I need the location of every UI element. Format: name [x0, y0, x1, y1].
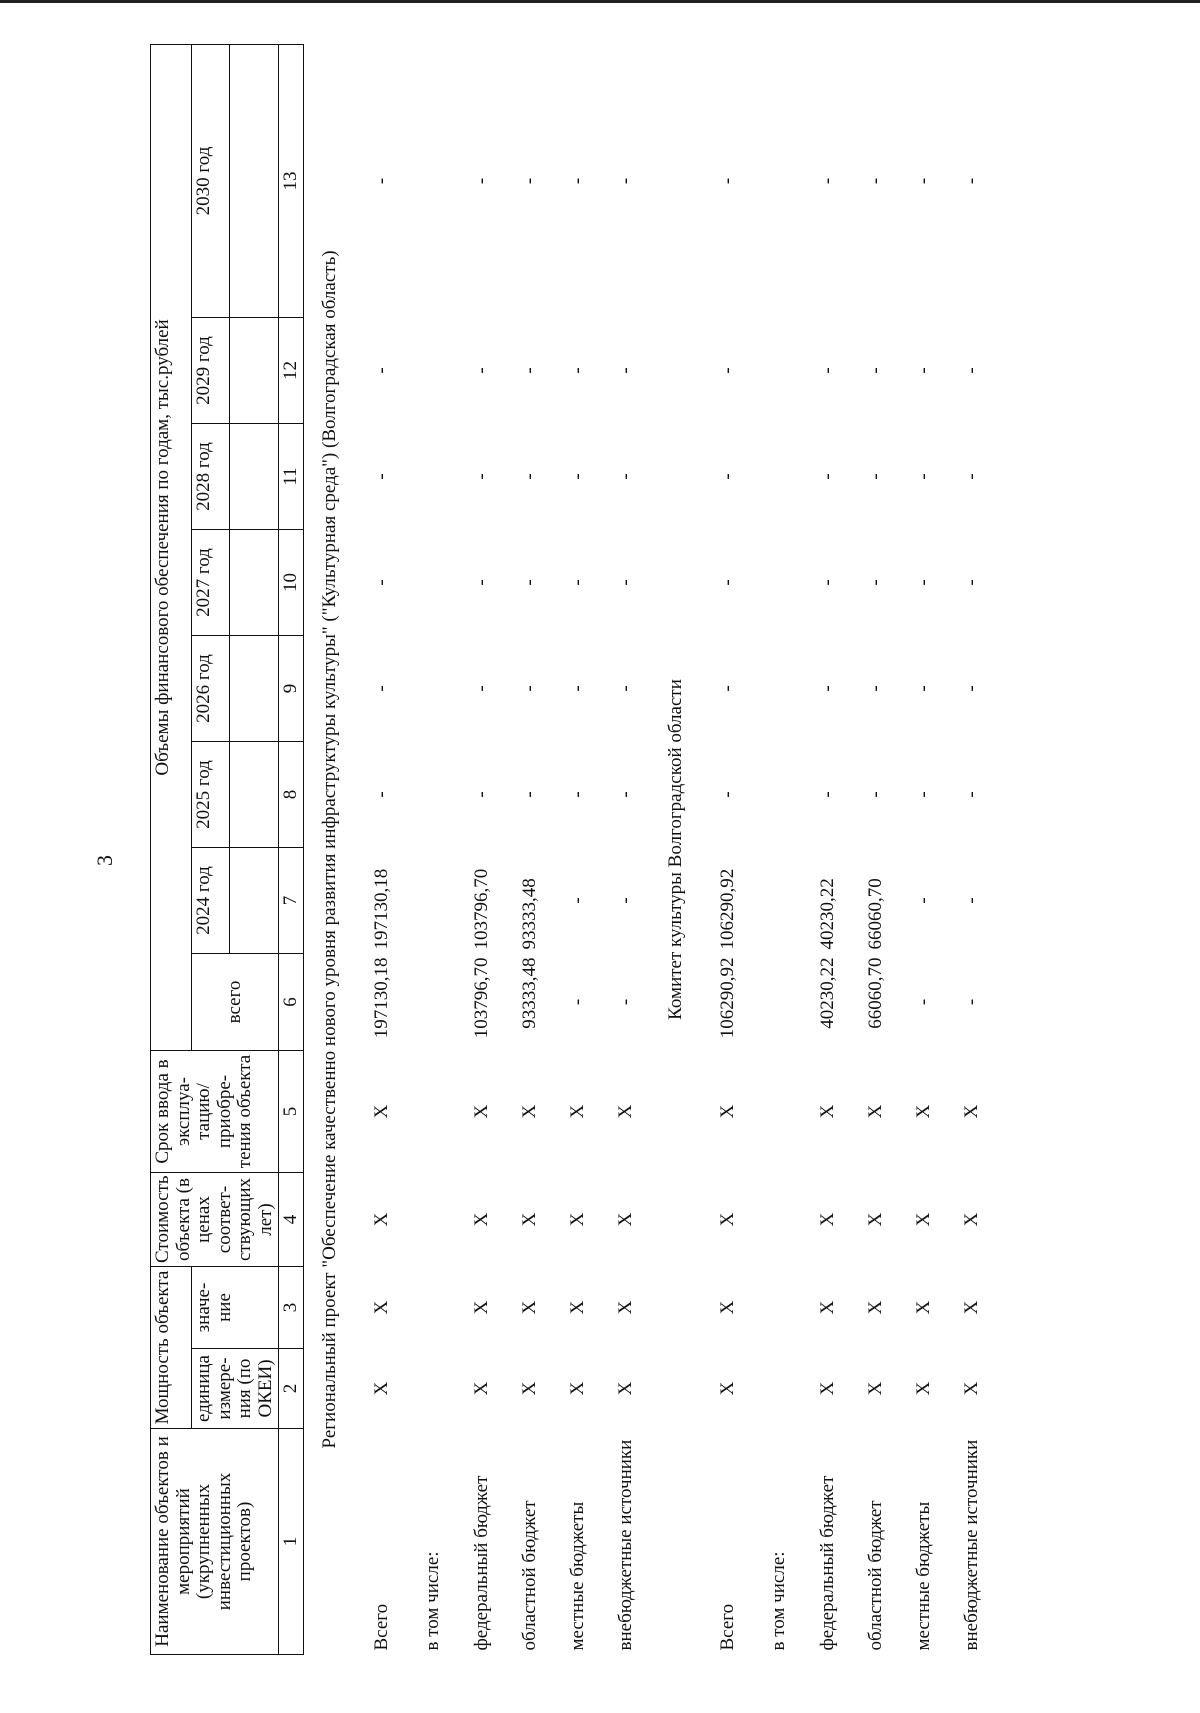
cell: X [816, 1104, 838, 1119]
column-number: 4 [279, 1173, 304, 1267]
cell-2030: - [864, 177, 886, 185]
section-title: Комитет культуры Волгоградской области [664, 679, 686, 1020]
cell-2027: - [716, 579, 738, 586]
cell-2029: - [960, 367, 982, 374]
cell-2029: - [912, 367, 934, 374]
header-year: 2024 год [192, 848, 230, 954]
column-number: 8 [279, 742, 304, 848]
cell-2029: - [614, 367, 636, 374]
cell-2024: 106290,92 [716, 868, 738, 950]
cell: X [518, 1300, 540, 1315]
column-number: 12 [279, 318, 304, 424]
cell-2027: - [566, 579, 588, 586]
cell-2027: - [816, 579, 838, 586]
cell: X [716, 1300, 738, 1315]
header-year-spacer [230, 742, 279, 848]
cell-2026: - [566, 685, 588, 692]
row-label: внебюджетные источники [960, 1439, 982, 1651]
table-row [554, 44, 602, 1654]
cell-2028: - [816, 473, 838, 480]
cell-2024: 40230,22 [816, 878, 838, 950]
cell-2030: - [960, 177, 982, 185]
cell: X [370, 1300, 392, 1315]
row-label: местные бюджеты [912, 1501, 934, 1651]
cell-2028: - [518, 473, 540, 480]
cell-2026: - [816, 685, 838, 692]
sub-label-row [408, 44, 458, 1654]
cell-2030: - [518, 177, 540, 185]
cell-total: 66060,70 [864, 957, 886, 1029]
cell: X [816, 1381, 838, 1396]
header-year: 2026 год [192, 636, 230, 742]
cell-2025: - [716, 791, 738, 798]
cell-2024: - [912, 897, 934, 904]
cell: X [566, 1212, 588, 1227]
column-numbers-row [279, 44, 304, 1654]
cell: X [716, 1381, 738, 1396]
cell-2028: - [614, 473, 636, 480]
cell: X [370, 1212, 392, 1227]
cell-2026: - [518, 685, 540, 692]
cell: X [614, 1104, 636, 1119]
budget-table [150, 44, 996, 1655]
cell-2028: - [960, 473, 982, 480]
table-row [702, 44, 754, 1654]
cell: X [960, 1104, 982, 1119]
header-year-spacer [230, 848, 279, 954]
sub-label-row [754, 44, 804, 1654]
cell-2027: - [518, 579, 540, 586]
header-name: Наименование объектов и мероприятий (укрупненных инвестиционных проектов) [151, 1429, 279, 1655]
sub-label: в том числе: [767, 1551, 789, 1651]
cell-2024: 93333,48 [518, 878, 540, 950]
cell-2026: - [864, 685, 886, 692]
table-row [804, 44, 852, 1654]
cell-2027: - [370, 579, 392, 586]
cell-2024: - [566, 897, 588, 904]
header-value: значе-ние [192, 1267, 279, 1349]
cell-total: 197130,18 [370, 957, 392, 1039]
table-row [356, 44, 408, 1654]
section-title: Региональный проект "Обеспечение качественно нового уровня развития инфраструктуры культуры" ("Культурная среда") (Волгоградская область) [318, 250, 340, 1449]
cell-2025: - [960, 791, 982, 798]
table-row [602, 44, 650, 1654]
header-year: 2027 год [192, 530, 230, 636]
column-number: 1 [279, 1429, 304, 1655]
cell: X [960, 1381, 982, 1396]
rotated-page-content [150, 45, 1190, 1655]
cell-2025: - [864, 791, 886, 798]
table-row [948, 44, 996, 1654]
header-total: всего [192, 954, 279, 1051]
cell-2027: - [864, 579, 886, 586]
table-header [151, 44, 304, 1654]
cell: X [912, 1104, 934, 1119]
cell-2027: - [912, 579, 934, 586]
row-label: внебюджетные источники [614, 1439, 636, 1651]
cell: X [518, 1212, 540, 1227]
column-number: 9 [279, 636, 304, 742]
cell-total: 93333,48 [518, 957, 540, 1029]
cell-2027: - [614, 579, 636, 586]
cell-2029: - [470, 367, 492, 374]
cell-2026: - [470, 685, 492, 692]
cell-2028: - [864, 473, 886, 480]
cell-2025: - [518, 791, 540, 798]
cell: X [816, 1300, 838, 1315]
row-label: Всего [716, 1603, 738, 1651]
cell-2030: - [470, 177, 492, 185]
column-number: 13 [279, 44, 304, 317]
cell-2026: - [370, 685, 392, 692]
cell: X [614, 1300, 636, 1315]
cell-total: 103796,70 [470, 957, 492, 1039]
cell: X [518, 1381, 540, 1396]
header-year-spacer [230, 530, 279, 636]
cell: X [566, 1104, 588, 1119]
header-term: Срок ввода в эксплуа-тацию/ приобре-тения объекта [151, 1051, 279, 1173]
cell-2024: 66060,70 [864, 878, 886, 950]
cell-2028: - [370, 473, 392, 480]
column-number: 3 [279, 1267, 304, 1349]
cell-2030: - [614, 177, 636, 185]
cell: X [518, 1104, 540, 1119]
header-cost: Стоимость объекта (в ценах соответ-ствующих лет) [151, 1173, 279, 1267]
cell-2029: - [716, 367, 738, 374]
header-year-spacer [230, 636, 279, 742]
cell: X [566, 1381, 588, 1396]
cell: X [370, 1104, 392, 1119]
header-year-spacer [230, 44, 279, 317]
row-label: федеральный бюджет [470, 1475, 492, 1651]
cell-total: 106290,92 [716, 957, 738, 1039]
row-label: областной бюджет [518, 1500, 540, 1651]
cell: X [864, 1104, 886, 1119]
cell-2028: - [912, 473, 934, 480]
cell: X [614, 1212, 636, 1227]
cell-2027: - [960, 579, 982, 586]
header-year: 2030 год [192, 44, 230, 317]
column-number: 2 [279, 1349, 304, 1429]
cell-2025: - [470, 791, 492, 798]
header-year-spacer [230, 318, 279, 424]
cell-total: - [566, 998, 588, 1006]
cell-2025: - [816, 791, 838, 798]
cell-total: 40230,22 [816, 957, 838, 1029]
column-number: 11 [279, 424, 304, 530]
row-label: федеральный бюджет [816, 1475, 838, 1651]
header-year: 2028 год [192, 424, 230, 530]
cell: X [912, 1212, 934, 1227]
table-body [304, 44, 997, 1654]
cell-2028: - [566, 473, 588, 480]
cell: X [864, 1381, 886, 1396]
row-label: местные бюджеты [566, 1501, 588, 1651]
header-unit: единица измере-ния (по ОКЕИ) [192, 1349, 279, 1429]
cell-2029: - [864, 367, 886, 374]
cell: X [864, 1300, 886, 1315]
cell: X [864, 1212, 886, 1227]
cell-2025: - [614, 791, 636, 798]
header-year-spacer [230, 424, 279, 530]
cell-2027: - [470, 579, 492, 586]
header-capacity: Мощность объекта [151, 1267, 192, 1429]
table-row [458, 44, 506, 1654]
cell-2030: - [912, 177, 934, 185]
cell-total: - [614, 998, 636, 1006]
cell-2026: - [716, 685, 738, 692]
cell-2028: - [470, 473, 492, 480]
table-row [900, 44, 948, 1654]
section-title-row [304, 44, 357, 1654]
cell: X [912, 1381, 934, 1396]
cell-2024: - [960, 897, 982, 904]
cell: X [960, 1212, 982, 1227]
table-row [852, 44, 900, 1654]
cell: X [470, 1300, 492, 1315]
cell-2024: 197130,18 [370, 868, 392, 950]
cell-total: - [960, 998, 982, 1006]
scan-edge [0, 0, 1200, 3]
cell-2025: - [566, 791, 588, 798]
header-year: 2029 год [192, 318, 230, 424]
cell-2029: - [566, 367, 588, 374]
header-funding: Объемы финансового обеспечения по годам, тыс.рублей [151, 44, 192, 1050]
cell-2029: - [370, 367, 392, 374]
cell: X [960, 1300, 982, 1315]
header-year: 2025 год [192, 742, 230, 848]
cell: X [470, 1212, 492, 1227]
cell: X [470, 1381, 492, 1396]
cell-2030: - [716, 177, 738, 185]
cell-2028: - [716, 473, 738, 480]
section-title-row [650, 44, 702, 1654]
cell: X [370, 1381, 392, 1396]
row-label: Всего [370, 1603, 392, 1651]
cell-2025: - [912, 791, 934, 798]
cell-2029: - [816, 367, 838, 374]
cell-2025: - [370, 791, 392, 798]
cell-2024: - [614, 897, 636, 904]
column-number: 7 [279, 848, 304, 954]
column-number: 5 [279, 1051, 304, 1173]
cell-2024: 103796,70 [470, 868, 492, 950]
cell-2030: - [816, 177, 838, 185]
sub-label: в том числе: [421, 1551, 443, 1651]
cell: X [816, 1212, 838, 1227]
column-number: 6 [279, 954, 304, 1051]
cell-2029: - [518, 367, 540, 374]
row-label: областной бюджет [864, 1500, 886, 1651]
cell-2030: - [566, 177, 588, 185]
cell-2026: - [912, 685, 934, 692]
cell: X [566, 1300, 588, 1315]
cell: X [716, 1212, 738, 1227]
cell: X [614, 1381, 636, 1396]
cell-2026: - [960, 685, 982, 692]
cell-2026: - [614, 685, 636, 692]
table-row [506, 44, 554, 1654]
cell: X [716, 1104, 738, 1119]
cell: X [470, 1104, 492, 1119]
cell: X [912, 1300, 934, 1315]
column-number: 10 [279, 530, 304, 636]
cell-2030: - [370, 177, 392, 185]
cell-total: - [912, 998, 934, 1006]
page-number: 3 [92, 855, 117, 866]
